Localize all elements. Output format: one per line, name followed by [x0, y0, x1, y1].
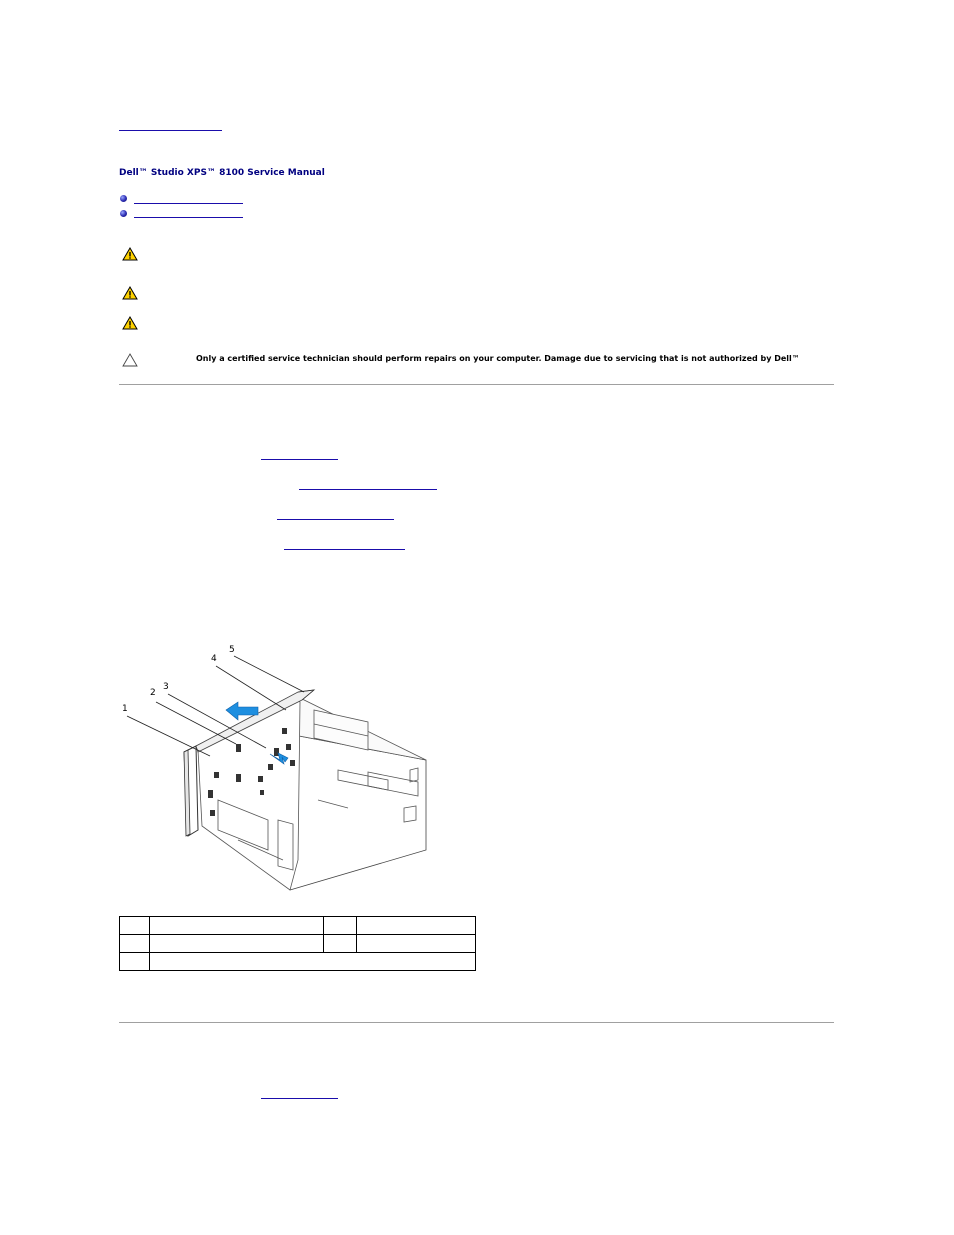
table-cell: [150, 917, 324, 935]
table-row: [120, 935, 476, 953]
computer-illustration: [118, 640, 438, 896]
table-cell: [150, 935, 324, 953]
table-row: [120, 953, 476, 971]
warning-icon: [122, 286, 138, 300]
table-cell: [120, 953, 150, 971]
section-link-1[interactable]: [134, 203, 243, 204]
section-divider: [119, 1022, 834, 1023]
table-cell: [150, 953, 476, 971]
callout-label-3: 3: [163, 682, 169, 692]
page-title: Dell™ Studio XPS™ 8100 Service Manual: [119, 168, 325, 178]
table-cell: [357, 917, 476, 935]
section-link-2[interactable]: [134, 217, 243, 218]
bullet-icon: [120, 195, 127, 202]
callout-legend-table: [119, 916, 476, 971]
caution-text: Only a certified service technician should perform repairs on your computer. Damage due to servicing that is not authorized by Dell™: [196, 354, 800, 363]
table-cell: [324, 935, 357, 953]
table-row: [120, 917, 476, 935]
step-link-1[interactable]: [261, 459, 338, 460]
table-cell: [324, 917, 357, 935]
caution-icon: [122, 353, 138, 367]
callout-label-1: 1: [122, 704, 128, 714]
warning-icon: [122, 247, 138, 261]
table-cell: [120, 917, 150, 935]
callout-label-4: 4: [211, 654, 217, 664]
table-cell: [120, 935, 150, 953]
step-link-4[interactable]: [284, 549, 405, 550]
callout-label-2: 2: [150, 688, 156, 698]
bullet-icon: [120, 210, 127, 217]
step-link-2[interactable]: [299, 489, 437, 490]
back-to-contents-link[interactable]: [119, 130, 222, 131]
step-link-5[interactable]: [261, 1098, 338, 1099]
step-link-3[interactable]: [277, 519, 394, 520]
callout-label-5: 5: [229, 645, 235, 655]
warning-icon: [122, 316, 138, 330]
section-divider: [119, 384, 834, 385]
table-cell: [357, 935, 476, 953]
